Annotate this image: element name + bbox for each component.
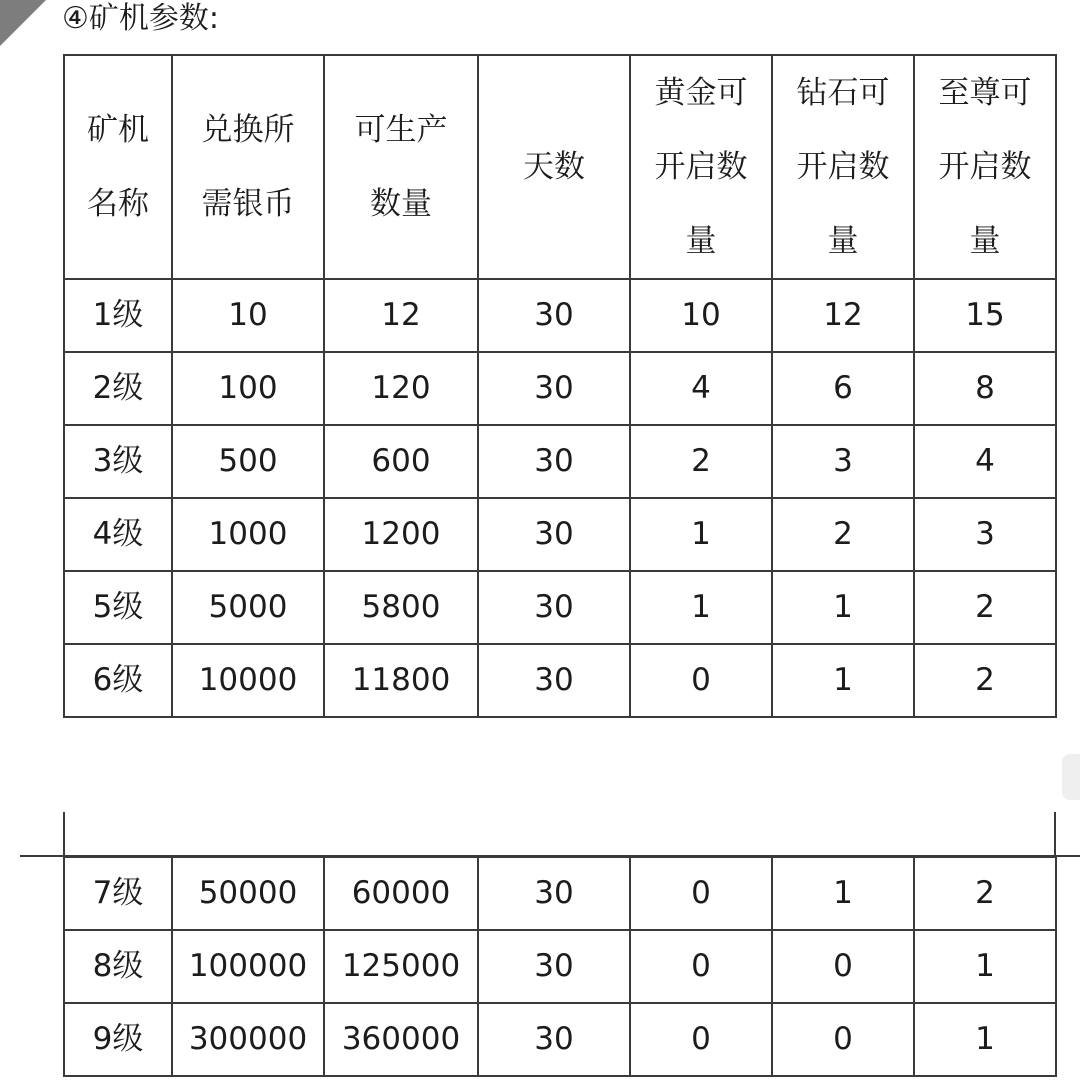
cell-silver: 300000 — [172, 1003, 324, 1076]
cell-supreme: 4 — [914, 425, 1056, 498]
cell-level: 8级 — [64, 930, 172, 1003]
table-row — [64, 279, 1056, 352]
table-header-row — [64, 55, 1056, 279]
cell-output: 360000 — [324, 1003, 478, 1076]
mining-machine-table-lower — [63, 856, 1057, 1077]
cell-output: 1200 — [324, 498, 478, 571]
table-row — [64, 1003, 1056, 1076]
cell-diamond: 1 — [772, 571, 914, 644]
cell-gold: 4 — [630, 352, 772, 425]
page-break-gap — [0, 720, 1080, 806]
cell-output: 125000 — [324, 930, 478, 1003]
cell-silver: 50000 — [172, 857, 324, 930]
cell-level: 5级 — [64, 571, 172, 644]
table-border-right — [1054, 812, 1056, 856]
table-row — [64, 498, 1056, 571]
cell-gold: 0 — [630, 930, 772, 1003]
corner-fold-mark — [0, 0, 46, 46]
cell-supreme: 3 — [914, 498, 1056, 571]
cell-output: 12 — [324, 279, 478, 352]
cell-supreme: 2 — [914, 644, 1056, 717]
header-exchange-silver: 兑换所 需银币 — [172, 55, 324, 279]
cell-level: 9级 — [64, 1003, 172, 1076]
cell-supreme: 2 — [914, 571, 1056, 644]
cell-days: 30 — [478, 571, 630, 644]
header-diamond-open-count: 钻石可 开启数 量 — [772, 55, 914, 279]
mining-machine-table-upper — [63, 54, 1057, 718]
table-border-left — [63, 812, 65, 856]
cell-diamond: 0 — [772, 930, 914, 1003]
cell-diamond: 3 — [772, 425, 914, 498]
cell-days: 30 — [478, 1003, 630, 1076]
cell-level: 4级 — [64, 498, 172, 571]
cell-gold: 0 — [630, 857, 772, 930]
cell-silver: 100 — [172, 352, 324, 425]
cell-level: 3级 — [64, 425, 172, 498]
cell-diamond: 1 — [772, 644, 914, 717]
header-output-quantity: 可生产 数量 — [324, 55, 478, 279]
cell-output: 5800 — [324, 571, 478, 644]
cell-diamond: 1 — [772, 857, 914, 930]
side-scroll-tab[interactable] — [1062, 754, 1080, 800]
cell-output: 120 — [324, 352, 478, 425]
section-heading: ④矿机参数: — [62, 1, 220, 36]
cell-gold: 1 — [630, 571, 772, 644]
cell-output: 11800 — [324, 644, 478, 717]
cell-days: 30 — [478, 279, 630, 352]
cell-output: 60000 — [324, 857, 478, 930]
cell-output: 600 — [324, 425, 478, 498]
header-supreme-open-count: 至尊可 开启数 量 — [914, 55, 1056, 279]
cell-diamond: 2 — [772, 498, 914, 571]
cell-supreme: 1 — [914, 930, 1056, 1003]
cell-silver: 500 — [172, 425, 324, 498]
cell-days: 30 — [478, 857, 630, 930]
table-row — [64, 857, 1056, 930]
cell-level: 7级 — [64, 857, 172, 930]
cell-days: 30 — [478, 930, 630, 1003]
table-row — [64, 930, 1056, 1003]
cell-gold: 0 — [630, 644, 772, 717]
cell-gold: 0 — [630, 1003, 772, 1076]
cell-diamond: 6 — [772, 352, 914, 425]
table-row — [64, 644, 1056, 717]
cell-diamond: 12 — [772, 279, 914, 352]
cell-supreme: 8 — [914, 352, 1056, 425]
cell-silver: 100000 — [172, 930, 324, 1003]
cell-supreme: 15 — [914, 279, 1056, 352]
header-machine-name: 矿机 名称 — [64, 55, 172, 279]
cell-level: 1级 — [64, 279, 172, 352]
cell-silver: 10000 — [172, 644, 324, 717]
cell-gold: 2 — [630, 425, 772, 498]
header-gold-open-count: 黄金可 开启数 量 — [630, 55, 772, 279]
cell-supreme: 2 — [914, 857, 1056, 930]
cell-silver: 10 — [172, 279, 324, 352]
cell-days: 30 — [478, 498, 630, 571]
header-days: 天数 — [478, 55, 630, 279]
table-row — [64, 425, 1056, 498]
cell-silver: 5000 — [172, 571, 324, 644]
cell-diamond: 0 — [772, 1003, 914, 1076]
cell-days: 30 — [478, 644, 630, 717]
cell-gold: 10 — [630, 279, 772, 352]
cell-level: 2级 — [64, 352, 172, 425]
cell-silver: 1000 — [172, 498, 324, 571]
cell-supreme: 1 — [914, 1003, 1056, 1076]
cell-gold: 1 — [630, 498, 772, 571]
cell-days: 30 — [478, 425, 630, 498]
table-row — [64, 571, 1056, 644]
table-row — [64, 352, 1056, 425]
cell-level: 6级 — [64, 644, 172, 717]
cell-days: 30 — [478, 352, 630, 425]
